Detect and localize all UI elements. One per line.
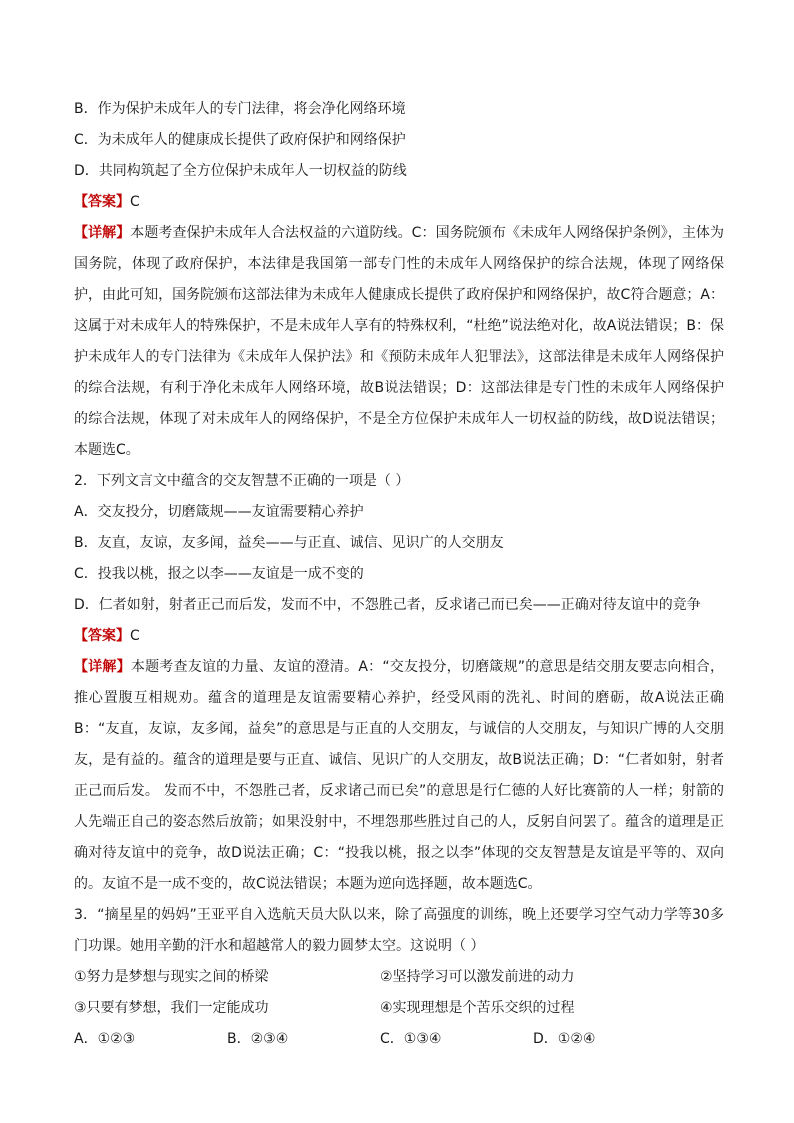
q1-option-d: D．共同构筑起了全方位保护未成年人一切权益的防线 [74,163,407,179]
answer-tag: 【答案】 [74,194,130,210]
q3-choice-c: C．①③④ [380,1031,442,1047]
q2-answer [74,621,724,652]
q1-detail [74,218,724,466]
q3-statements-row-1 [74,962,724,993]
q3-choice-b: B．②③④ [227,1031,289,1047]
q3-statement-3: ③只要有梦想，我们一定能成功 [74,1000,269,1016]
q2-option-d: D．仁者如射，射者正己而后发，发而不中，不怨胜己者，反求诸己而已矣——正确对待友谊中的竞争 [74,597,701,613]
answer-tag: 【答案】 [74,628,130,644]
q3-stem: 3．“摘星星的妈妈”王亚平自入选航天员大队以来，除了高强度的训练，晚上还要学习空气动力学等30多门功课。她用辛勤的汗水和超越常人的毅力圆梦太空。这说明（ ） [74,907,724,954]
q2-option-a: A．交友投分，切磨箴规——友谊需要精心养护 [74,504,364,520]
q1-answer [74,187,724,218]
document-content [74,94,724,1055]
answer-value: C [130,628,140,644]
q3-choices [74,1024,724,1055]
q1-option-b: B．作为保护未成年人的专门法律，将会净化网络环境 [74,101,406,117]
q2-option-c: C．投我以桃，报之以李——友谊是一成不变的 [74,566,364,582]
q2-detail [74,652,724,900]
q3-statement-1: ①努力是梦想与现实之间的桥梁 [74,969,269,985]
q2-stem: 2．下列文言文中蕴含的交友智慧不正确的一项是（ ） [74,473,410,489]
q3-choice-d: D．①②④ [533,1031,596,1047]
q3-statement-4: ④实现理想是个苦乐交织的过程 [380,1000,575,1016]
detail-tag: 【详解】 [74,225,131,241]
answer-value: C [130,194,140,210]
q1-option-c: C．为未成年人的健康成长提供了政府保护和网络保护 [74,132,406,148]
q3-statements-row-2 [74,993,724,1024]
detail-text: 本题考查保护未成年人合法权益的六道防线。C：国务院颁布《未成年人网络保护条例》，主体为国务院，体现了政府保护，本法律是我国第一部专门性的未成年人网络保护的综合法规，体现了网络保护，由此可知，国务院颁布这部法律为未成年人健康成长提供了政府保护和网络保护，故C符合题意；A：这属于对未成年人的特殊保护，不是未成年人享有的特殊权利，“杜绝”说法绝对化，故A说法错误；B：保护未成年人的专门法律为《未成年人保护法》和《预防未成年人犯罪法》，这部法律是未成年人网络保护的综合法规，有利于净化未成年人网络环境，故B说法错误；D：这部法律是专门性的未成年人网络保护的综合法规，体现了对未成年人的网络保护，不是全方位保护未成年人一切权益的防线，故D说法错误；本题选C。 [74,225,724,458]
q3-statement-2: ②坚持学习可以激发前进的动力 [380,969,575,985]
q3-choice-a: A．①②③ [74,1031,136,1047]
detail-tag: 【详解】 [74,659,131,675]
q2-option-b: B．友直，友谅，友多闻，益矣——与正直、诚信、见识广的人交朋友 [74,535,504,551]
detail-text: 本题考查友谊的力量、友谊的澄清。A：“交友投分，切磨箴规”的意思是结交朋友要志向相合，推心置腹互相规劝。蕴含的道理是友谊需要精心养护，经受风雨的洗礼、时间的磨砺，故A说法正确B：“友直，友谅，友多闻，益矣”的意思是与正直的人交朋友，与诚信的人交朋友，与知识广博的人交朋友，是有益的。蕴含的道理是要与正直、诚信、见识广的人交朋友，故B说法正确；D：“仁者如射，射者正己而后发。 发而不中，不怨胜己者，反求诸己而已矣”的意思是行仁德的人好比赛箭的人一样；射箭的人先端正自己的姿态然后放箭；如果没射中，不埋怨那些胜过自己的人，反躬自问罢了。蕴含的道理是正确对待友谊中的竞争，故D说法正确；C：“投我以桃，报之以李”体现的交友智慧是友谊是平等的、双向的。友谊不是一成不变的，故C说法错误；本题为逆向选择题，故本题选C。 [74,659,725,892]
